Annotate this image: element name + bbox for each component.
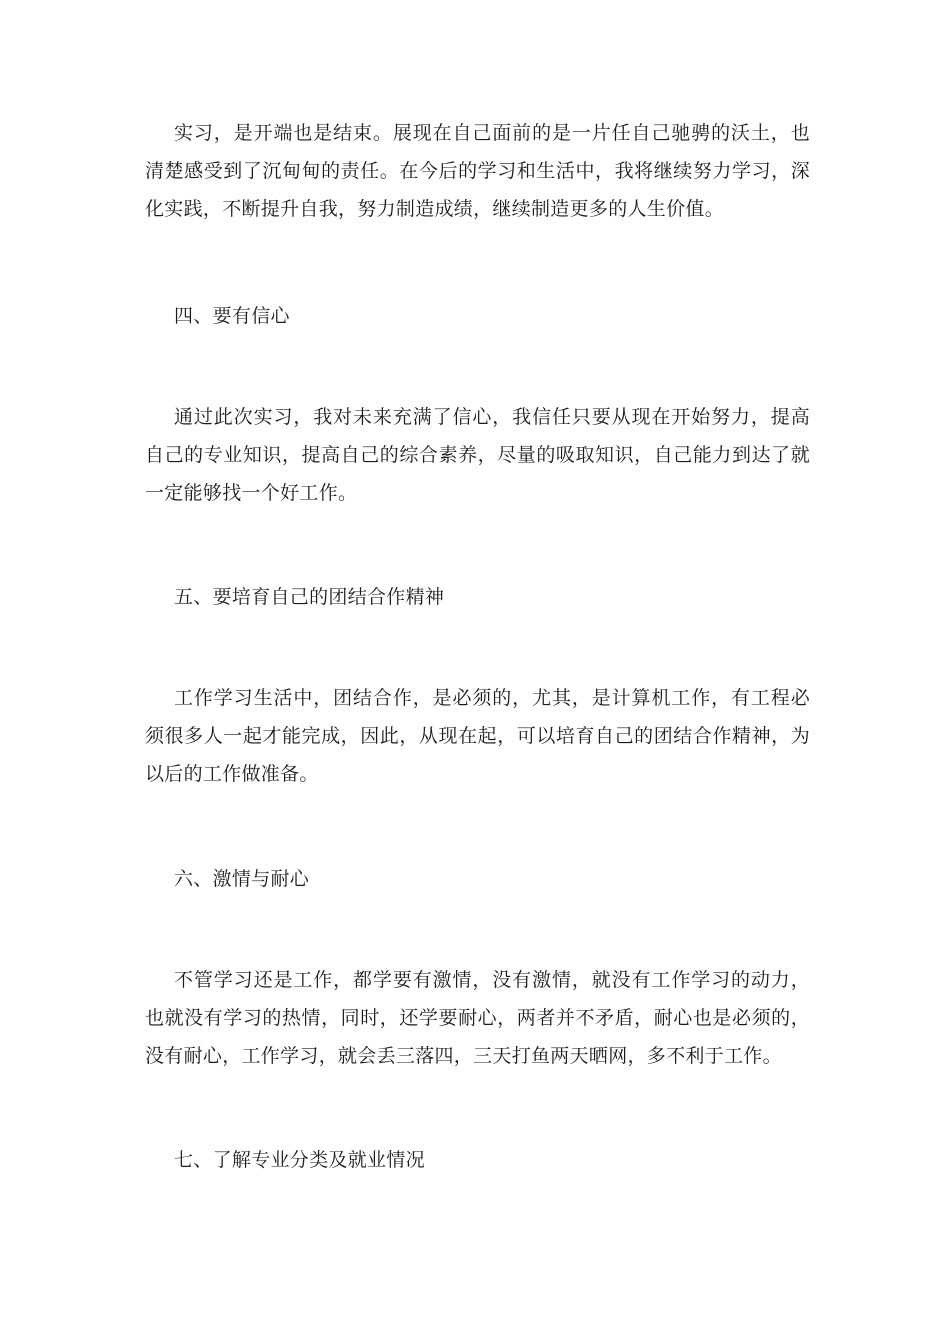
paragraph-confidence: 通过此次实习，我对未来充满了信心，我信任只要从现在开始努力，提高自己的专业知识，提高自己的综合素养，尽量的吸取知识，自己能力到达了就一定能够找一个好工作。 <box>145 406 810 504</box>
section-heading-teamwork: 五、要培育自己的团结合作精神 <box>174 586 445 608</box>
section-heading-passion-patience: 六、激情与耐心 <box>174 868 310 890</box>
section-heading-confidence: 四、要有信心 <box>174 305 290 327</box>
paragraph-internship-conclusion: 实习，是开端也是结束。展现在自己面前的是一片任自己驰骋的沃土，也清楚感受到了沉甸甸的责任。在今后的学习和生活中，我将继续努力学习，深化实践，不断提升自我，努力制造成绩，继续制造更多的人生价值。 <box>145 122 810 220</box>
paragraph-teamwork: 工作学习生活中，团结合作，是必须的，尤其，是计算机工作，有工程必须很多人一起才能完成，因此，从现在起，可以培育自己的团结合作精神，为以后的工作做准备。 <box>145 687 810 785</box>
paragraph-passion-patience: 不管学习还是工作，都学要有激情，没有激情，就没有工作学习的动力，也就没有学习的热情，同时，还学要耐心，两者并不矛盾，耐心也是必须的，没有耐心，工作学习，就会丢三落四，三天打鱼两天晒网，多不利于工作。 <box>145 969 810 1067</box>
section-heading-majors-employment: 七、了解专业分类及就业情况 <box>174 1149 425 1171</box>
